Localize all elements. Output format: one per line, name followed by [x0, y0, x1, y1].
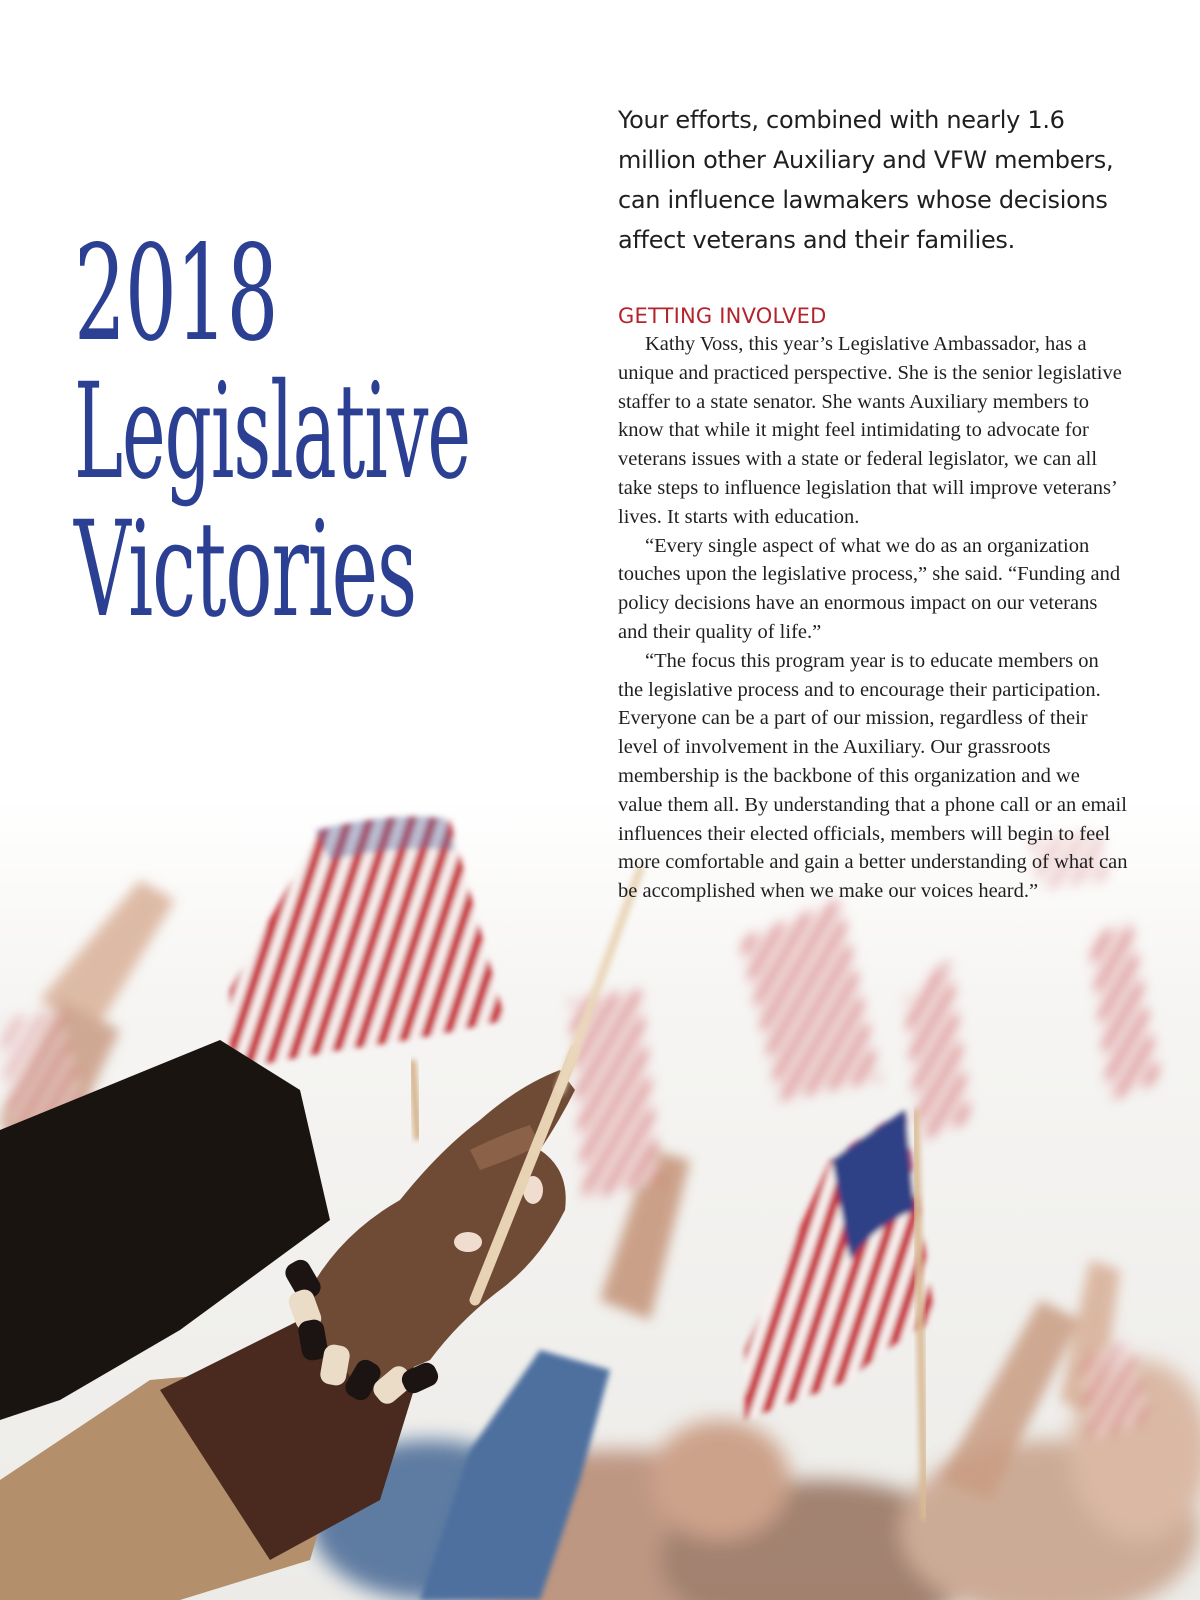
body-paragraph: Kathy Voss, this year’s Legislative Ambassador, has a unique and practiced perspective. She is the senior legislative staffer to a state senator. She wants Auxiliary members to know that while it might feel intimidating to advocate for veterans issues with a state or federal legislator, we can all take steps to influence legislation that will improve veterans’ lives. It starts with education. [618, 333, 1122, 528]
article-body [618, 330, 1128, 906]
headline-year: 2018 [74, 217, 278, 371]
headline-line-victories: Victories [74, 493, 417, 647]
body-paragraph: “The focus this program year is to educate members on the legislative process and to encourage their participation. Everyone can be a part of our mission, regardless of their level of involvement in the Auxiliary. Our grassroots membership is the backbone of this organization and we value them all. By understanding that a phone call or an email influences their elected officials, members will begin to feel more comfortable and gain a better understanding of what can be accomplished when we make our voices heard.” [618, 649, 1128, 903]
headline-line-legislative: Legislative [74, 355, 470, 509]
section-heading: GETTING INVOLVED [618, 304, 827, 328]
text-column [618, 100, 1128, 906]
intro-paragraph: Your efforts, combined with nearly 1.6 million other Auxiliary and VFW members, can influence lawmakers whose decisions affect veterans and their families. [618, 106, 1114, 254]
body-paragraph: “Every single aspect of what we do as an organization touches upon the legislative process,” she said. “Funding and policy decisions have an enormous impact on our veterans and their quality of life.” [618, 534, 1121, 643]
page-headline [74, 217, 594, 647]
